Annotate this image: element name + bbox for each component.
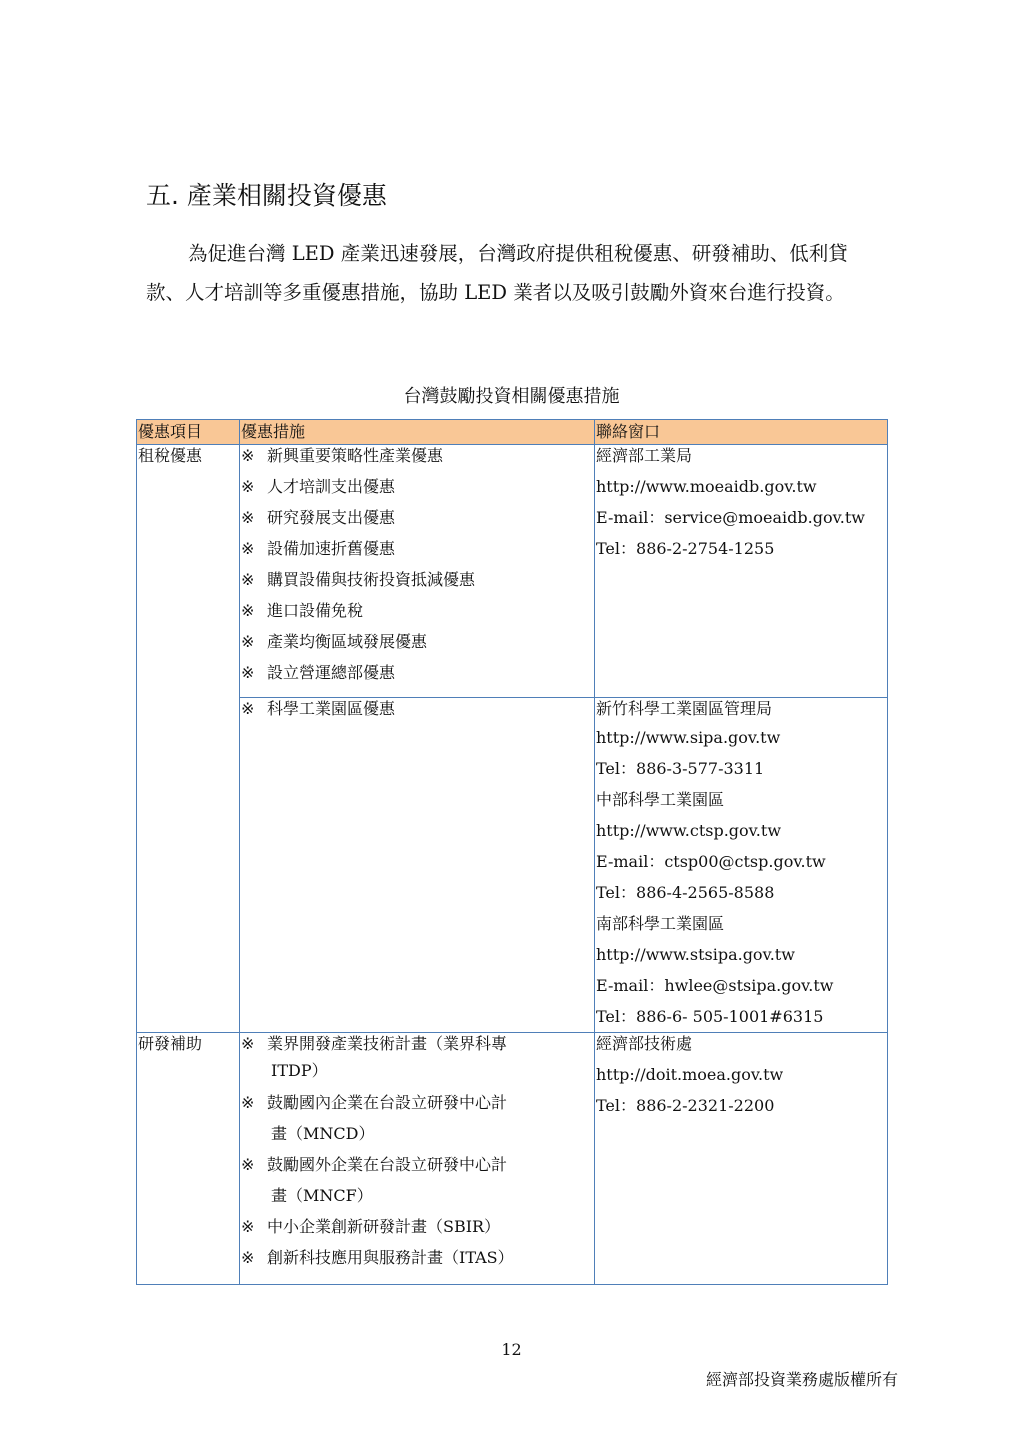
header-contacts: 聯絡窗口 [595, 420, 888, 445]
header-measures: 優惠措施 [240, 420, 595, 445]
measures-cell [240, 698, 595, 1033]
contact-office: 南部科學工業園區 [596, 914, 725, 933]
page-number: 12 [501, 1340, 522, 1359]
bullet-mark: ※ [241, 446, 255, 465]
contacts-cell [595, 698, 888, 1033]
measure-text: 鼓勵國內企業在台設立研發中心計 [267, 1093, 508, 1112]
bullet-mark: ※ [241, 1217, 255, 1236]
bullet-mark: ※ [241, 632, 255, 651]
table-row [137, 698, 888, 1033]
bullet-mark: ※ [241, 699, 255, 718]
contact-phone: Tel：886-2-2321-2200 [596, 1096, 775, 1115]
measure-text: 設備加速折舊優惠 [267, 539, 396, 558]
section-title: 五. 產業相關投資優惠 [146, 181, 387, 210]
measure-text-continued: 畫（MNCF） [271, 1186, 373, 1205]
measure-text: 創新科技應用與服務計畫（ITAS） [267, 1248, 514, 1267]
measure-item [241, 445, 594, 471]
bullet-mark: ※ [241, 1248, 255, 1267]
measure-item [241, 1033, 594, 1059]
measure-item [241, 698, 594, 724]
measure-text: 購買設備與技術投資抵減優惠 [267, 570, 476, 589]
bullet-mark: ※ [241, 1093, 255, 1112]
contact-phone: Tel：886-6- 505-1001#6315 [596, 1007, 824, 1026]
measure-item [241, 1087, 594, 1118]
measure-item [241, 626, 594, 657]
bullet-mark: ※ [241, 539, 255, 558]
table-row [137, 445, 888, 698]
bullet-mark: ※ [241, 1034, 255, 1053]
contact-url: http://www.moeaidb.gov.tw [596, 477, 817, 496]
bullet-mark: ※ [241, 570, 255, 589]
measure-item [241, 471, 594, 502]
category-label: 研發補助 [138, 1034, 203, 1053]
measure-text: 設立營運總部優惠 [267, 663, 396, 682]
contact-office: 經濟部技術處 [596, 1034, 693, 1053]
measure-text: 產業均衡區域發展優惠 [267, 632, 428, 651]
measure-text: 鼓勵國外企業在台設立研發中心計 [267, 1155, 508, 1174]
category-label: 租稅優惠 [138, 446, 203, 465]
intro-paragraph [146, 234, 858, 312]
category-cell [137, 698, 240, 1033]
measure-item [241, 533, 594, 564]
contacts-cell [595, 445, 888, 698]
measure-text-continued: ITDP） [271, 1061, 328, 1080]
contact-office: 新竹科學工業園區管理局 [596, 699, 773, 718]
header-category: 優惠項目 [137, 420, 240, 445]
contact-phone: Tel：886-2-2754-1255 [596, 539, 775, 558]
category-cell [137, 445, 240, 698]
bullet-mark: ※ [241, 663, 255, 682]
measure-item [241, 502, 594, 533]
measure-item [241, 595, 594, 626]
table-caption: 台灣鼓勵投資相關優惠措施 [403, 386, 620, 407]
measure-item [241, 1211, 594, 1242]
measure-text-continued: 畫（MNCD） [271, 1124, 375, 1143]
contact-url: http://www.stsipa.gov.tw [596, 945, 795, 964]
contact-phone: Tel：886-3-577-3311 [596, 759, 765, 778]
measure-text: 業界開發產業技術計畫（業界科專 [267, 1034, 508, 1053]
measure-text: 新興重要策略性產業優惠 [267, 446, 444, 465]
contact-email: E-mail：service@moeaidb.gov.tw [596, 508, 865, 527]
category-label [138, 698, 239, 724]
contact-url: http://doit.moea.gov.tw [596, 1065, 784, 1084]
incentives-table [136, 419, 888, 1285]
measure-text: 進口設備免稅 [267, 601, 364, 620]
contact-url: http://www.sipa.gov.tw [596, 728, 781, 747]
measures-cell [240, 1033, 595, 1285]
measure-item [241, 1242, 594, 1284]
bullet-mark: ※ [241, 1155, 255, 1174]
contact-office: 經濟部工業局 [596, 446, 693, 465]
table-row [137, 1033, 888, 1285]
contact-email: E-mail：ctsp00@ctsp.gov.tw [596, 852, 826, 871]
intro-paragraph-text: 為促進台灣 LED 產業迅速發展，台灣政府提供租稅優惠、研發補助、低利貸款、人才培訓等多重優惠措施，協助 LED 業者以及吸引鼓勵外資來台進行投資。 [146, 242, 848, 304]
measure-item [241, 564, 594, 595]
bullet-mark: ※ [241, 477, 255, 496]
contact-url: http://www.ctsp.gov.tw [596, 821, 782, 840]
measure-item [241, 1149, 594, 1180]
bullet-mark: ※ [241, 508, 255, 527]
measures-cell [240, 445, 595, 698]
contact-office: 中部科學工業園區 [596, 790, 725, 809]
table-header-row [137, 420, 888, 445]
contact-email: E-mail：hwlee@stsipa.gov.tw [596, 976, 834, 995]
contacts-cell [595, 1033, 888, 1285]
measure-text: 科學工業園區優惠 [267, 699, 396, 718]
measure-item [241, 657, 594, 697]
measure-text: 研究發展支出優惠 [267, 508, 396, 527]
copyright-footer: 經濟部投資業務處版權所有 [705, 1370, 898, 1389]
category-cell [137, 1033, 240, 1285]
contact-phone: Tel：886-4-2565-8588 [596, 883, 775, 902]
measure-text: 中小企業創新研發計畫（SBIR） [267, 1217, 501, 1236]
measure-text: 人才培訓支出優惠 [267, 477, 396, 496]
bullet-mark: ※ [241, 601, 255, 620]
